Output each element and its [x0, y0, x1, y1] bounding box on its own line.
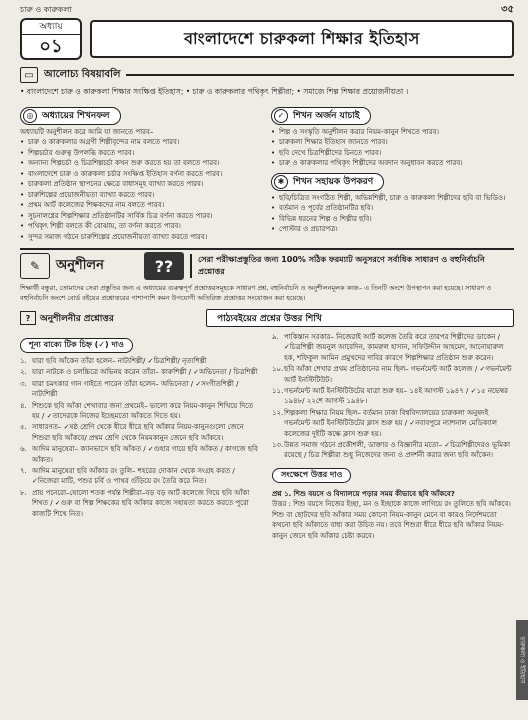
item-number: ৭.	[20, 467, 27, 476]
page-number: ৩৫	[501, 3, 514, 15]
item-text: আদিম মানুষেরা– ক্যানভাসে ছবি আঁকত / ✓গুহার গায়ে ছবি আঁকত / কাগজে ছবি আঁকত।	[32, 445, 258, 464]
list-item: • সুন্দর সমাজ গঠনে চারুশিল্পের প্রয়োজনীয়তা ব্যাখ্যা করতে পারব।	[20, 232, 263, 243]
item-text: উন্নত সমাজ গঠনে প্রকৌশলী, ডাক্তার ও বিজ্ঞানীর মতো– ✓চিত্রশিল্পীদেরও ভূমিকা রয়েছে / চিত্র শিল্পীরা শুধু নিজেদের জন্য ও প্রদর্শনী করার জন্য ছবি আঁকেন।	[284, 441, 510, 460]
outcomes-section	[20, 103, 514, 242]
list-item: • চারুকলা প্রতিষ্ঠান স্থাপনের ক্ষেত্রে বাধাসমূহ ব্যাখ্যা করতে পারব।	[20, 179, 263, 190]
chapter-title: বাংলাদেশে চারুকলা শিক্ষার ইতিহাস	[90, 20, 514, 58]
list-item: • চারু ও কারুকলার পথিকৃৎ শিল্পীদের অবদান অনুধাবন করতে পারব।	[271, 158, 514, 169]
list-item: • শিল্প ও সংস্কৃতি অনুশীলন করার নিয়ম-কানুন শিখতে পারব।	[271, 127, 514, 138]
questions-heading	[20, 309, 514, 327]
materials-heading-pill	[271, 173, 384, 191]
item-number: ১০.	[272, 365, 284, 374]
item-text: যারা ছবি আঁকেন তাঁরা হলেন– নাট্যশিল্পী/ ✓চিত্রশিল্পী/ নৃত্যশিল্পী	[32, 357, 207, 365]
item-text: পাকিস্তান সরকার– নিজেরাই আর্ট কলেজ তৈরি করে তারপর শিল্পীদের ডাকেন / ✓চিত্রশিল্পী জয়নুল আবেদিন, কামরুল হাসান, সফিউদ্দীন আহমেদ, আনোয়ারুল হক, শফিকুল আমিন প্রমুখদের দাবির কারণে শিল্পশিক্ষার প্রতিষ্ঠান শুরু করেন।	[284, 333, 504, 362]
chapter-number: ০১	[39, 36, 63, 57]
list-item: • পোস্টার ও প্রচারপত্র।	[271, 224, 514, 235]
chapter-header	[20, 18, 514, 60]
check-icon: ✓	[274, 109, 288, 123]
fill-blank-list-continued	[272, 332, 514, 461]
list-item	[20, 422, 262, 443]
chapter-label: অধ্যায়	[22, 20, 80, 35]
list-item: • অন্যান্য শিল্পচর্চা ও চিত্রশিল্পচর্চা কখন শুরু করতে হয় তা বলতে পারব।	[20, 158, 263, 169]
list-item: • চারু ও কারুকলার অগ্রণী শিল্পীবৃন্দের নাম বলতে পারব।	[20, 137, 263, 148]
answer-text: উত্তর : শিশু বয়সে নিজের ইচ্ছা, মন ও ইচ্ছাকে কাজে লাগিয়ে রং তুলিতে ছবি আঁকবে। শিশু বা ছোটদের ছবি আঁকার সময় কোনো নিয়ম-কানুন মেনে বা কারও নির্দেশমতো কখনো ছবি আঁকাতে বাধ্য করা উচিত নয়। তবে শিশুরা ধীরে ধীরে ছবি আঁকার নিয়ম-কানুন জেনে ছবি আঁকার চেষ্টা করবে।	[272, 500, 511, 540]
item-number: ১১.	[272, 387, 284, 396]
list-item: • প্রথম আর্ট কলেজের শিক্ষকদের নাম বলতে পারব।	[20, 200, 263, 211]
list-item: • বর্তমান ও পূর্বের প্রতিষ্ঠানটির ছবি।	[271, 203, 514, 214]
gear-icon: ✱	[274, 175, 288, 189]
item-number: ৩.	[20, 379, 27, 388]
item-text: প্রায় পনেরো–ষোলো শতক পর্যন্ত শিল্পীরা–বড় বড় আর্ট কলেজে গিয়ে ছবি আঁকা শিখত / ✓গুরু বা শিল্প শিক্ষকের ছবি আঁকার কাজে সহায়তা করতে করতে পুরো কাজটি শিখে নিত।	[32, 488, 250, 518]
right-outcomes	[271, 103, 514, 242]
list-item	[20, 488, 262, 519]
list-item: • ছবি/চিত্রিত সংগঠিত শিল্পী, অভিন্নশিল্পী, চারু ও কারুকলা শিল্পীদের ছবি বা ভিডিও।	[271, 193, 514, 204]
list-item	[20, 379, 262, 400]
book-icon: ▭	[20, 67, 38, 83]
list-item: • সুচনালগ্নের শিল্পশিক্ষার প্রতিষ্ঠানটির সার্বিক চিত্র বর্ণনা করতে পারব।	[20, 211, 263, 222]
list-item	[272, 332, 514, 363]
evaluation-heading: শিখন অর্জন যাচাই	[293, 111, 360, 121]
item-text: আদিম মানুষেরা ছবি আঁকার রং তুলি– শহরের দোকান থেকে সংগ্রহ করত / ✓নিজেরা মাটি, পশুর চর্বি ও পাথর গুঁড়িয়ে রং তৈরি করে নিত।	[32, 467, 235, 486]
item-text: শিশুকে ছবি আঁকা শেখাবার জন্য প্রথমেই– ভালো করে নিয়ম-কানুন শিখিয়ে দিতে হয় / ✓তাদেরকে নিজের ইচ্ছেমতো আঁকতে দিতে হয়।	[32, 401, 254, 421]
learning-heading: অধ্যায়ের শিখনফল	[42, 111, 110, 121]
questions-heading-left-text: অনুশীলনীর প্রশ্নোত্তর	[40, 313, 114, 324]
item-number: ১২.	[272, 408, 284, 417]
item-number: ৬.	[20, 445, 27, 454]
item-number: ৯.	[272, 333, 279, 341]
target-icon: ◎	[23, 109, 37, 123]
divider	[126, 74, 514, 76]
learning-intro: অধ্যায়টি অনুশীলন করে আমি যা জানতে পারব–	[20, 127, 154, 136]
running-header	[20, 4, 514, 16]
list-item: • শিল্পচর্চার গুরুত্ব উপলব্ধি করতে পারব।	[20, 148, 263, 159]
evaluation-heading-pill	[271, 107, 371, 125]
short-answer-tag: সংক্ষেপে উত্তর দাও	[272, 468, 351, 483]
list-item: • চারুশিল্পের প্রয়োজনীয়তা ব্যাখ্যা করতে পারব।	[20, 190, 263, 201]
practice-title: অনুশীলন	[56, 257, 104, 273]
questions-heading-right: পাঠ্যবইয়ের প্রশ্নের উত্তর শিখি	[206, 309, 514, 327]
topics-list: • বাংলাদেশে চারু ও কারুকলা শিক্ষার সংক্ষিপ্ত ইতিহাস; • চারু ও কারুকলার পথিকৃৎ শিল্পীরা; • সমাজে শিল্প শিক্ষার প্রয়োজনীয়তা ।	[20, 87, 409, 96]
book-title: চারু ও কারুকলা	[20, 4, 72, 14]
questions-right-column	[272, 332, 514, 541]
learning-outcomes	[20, 103, 263, 242]
list-item	[272, 386, 514, 407]
item-text: যারা চমৎকার গান গাইতে পারেন তাঁরা হলেন– অভিনেতা / ✓সংগীতশিল্পী / নাট্যশিল্পী	[32, 379, 239, 399]
item-number: ৫.	[20, 423, 27, 432]
list-item	[20, 356, 262, 366]
list-item: • চারুকলা শিক্ষার ইতিহাস জানতে পারব।	[271, 137, 514, 148]
practice-subtitle: সেরা পরীক্ষাপ্রস্তুতির জন্য 100% সঠিক ফরম্যাট অনুসরণে সর্বাধিক সাধারণ ও বহুনির্বাচনি প্রশ্নোত্তর	[190, 254, 514, 278]
list-item	[272, 364, 514, 385]
learning-heading-pill	[20, 107, 121, 125]
list-item	[20, 401, 262, 422]
question-mark-icon: ??	[144, 252, 184, 280]
item-number: ৮.	[20, 488, 27, 497]
list-item: • পথিকৃৎ শিল্পী বলতে কী বোঝায়, তা বর্ণনা করতে পারব।	[20, 221, 263, 232]
item-text: গভর্নমেন্ট আর্ট ইনস্টিটিউটের যাত্রা শুরু হয়– ১৪ই আগস্ট ১৯৪৭ / ✓১৫ নভেম্বর ১৯৪৮/ ২২শে আগস্ট ১৯৪৮।	[284, 387, 509, 406]
list-item: • বাংলাদেশে চারু ও কারুকলা চর্চার সংক্ষিপ্ত ইতিহাস বর্ণনা করতে পারব।	[20, 169, 263, 180]
practice-intro: শিক্ষার্থী বন্ধুরা, তোমাদের সেরা প্রস্তুতির জন্য এ অধ্যায়ের গুরুত্বপূর্ণ প্রশ্নোত্তরসমূহকে সাধারণ প্রশ্ন, বহুনির্বাচনি ও অনুশীলনমূলক কাজ– এ তিনটি অংশে উপস্থাপন করা হয়েছে। সাধারণ ও বহুনির্বাচনি অংশে বোর্ড বইয়ের প্রশ্নোত্তরের পাশাপাশি কমন উপযোগী অতিরিক্ত প্রশ্নোত্তর সংযোজন করা হয়েছে।	[20, 284, 492, 302]
topics-heading-bar	[20, 66, 514, 84]
side-tab: চারুকলা ও ইতিহাস	[516, 620, 528, 700]
materials-heading: শিখন সহায়ক উপকরণ	[293, 177, 374, 187]
chapter-number-box	[20, 18, 82, 60]
questions-left-column	[20, 332, 262, 541]
questions-columns	[20, 332, 514, 541]
item-text: যারা নাটকে ও চলচ্চিত্রে অভিনয় করেন তাঁরা– কারুশিল্পী / ✓অভিনেতা / চিত্রশিল্পী	[32, 368, 258, 377]
learning-list	[20, 137, 263, 242]
questions-heading-left	[20, 311, 206, 326]
materials-list	[271, 193, 514, 235]
item-number: ২.	[20, 368, 27, 377]
list-item	[272, 408, 514, 439]
short-answer-block	[272, 489, 514, 541]
fill-blank-tag: শূন্য বাক্যে টিক চিহ্ন (✓) দাও	[20, 338, 133, 353]
list-item	[272, 440, 514, 461]
list-item: • ছবি দেখে চিত্রশিল্পীদের চিনতে পারব।	[271, 148, 514, 159]
item-number: ৪.	[20, 401, 27, 410]
item-number: ১৩.	[272, 441, 284, 450]
item-text: সাধারণত– ✓ষষ্ঠ শ্রেণি থেকে ধীরে ধীরে ছবি আঁকার নিয়ম-কানুনগুলো জেনে শিশুরা ছবি আঁকবে/ প্রথম শ্রেণি থেকে নিয়মকানুন জেনে ছবি আঁকবে।	[32, 423, 244, 442]
item-text: শিল্পকলা শিক্ষার নিয়ম ছিল– বর্তমান ঢাকা বিশ্ববিদ্যালয়ের চারুকলা অনুষদই গভর্নমেন্ট আর্ট ইনস্টিটিউটের ক্লাস শুরু হয় / ✓নবাবপুরে ন্যাশনাল মেডিক্যাল কলেজের দুইটি কক্ষে ক্লাস শুরু হয়।	[284, 408, 497, 438]
list-item	[20, 466, 262, 487]
list-item	[20, 444, 262, 465]
evaluation-list	[271, 127, 514, 169]
topics-heading: আলোচ্য বিষয়াবলি	[44, 68, 121, 80]
item-number: ১.	[20, 357, 27, 365]
question-text: প্রশ্ন ১. শিশু বয়সে ও বিদ্যালয়ে পড়ার সময় কীভাবে ছবি আঁকবে?	[272, 489, 455, 498]
practice-band	[20, 248, 514, 282]
question-icon: ?	[20, 311, 36, 325]
list-item: • বিভিন্ন ধরনের শিল্প ও শিল্পীর ছবি।	[271, 214, 514, 225]
item-text: ছবি আঁকা শেখার প্রথম প্রতিষ্ঠানের নাম ছিল– গভর্নমেন্ট আর্ট কলেজ / ✓গভর্নমেন্ট আর্ট ইনস্টিটিউট।	[284, 365, 512, 384]
fill-blank-list	[20, 356, 262, 519]
list-item	[20, 367, 262, 377]
pencil-icon: ✎	[20, 253, 50, 279]
